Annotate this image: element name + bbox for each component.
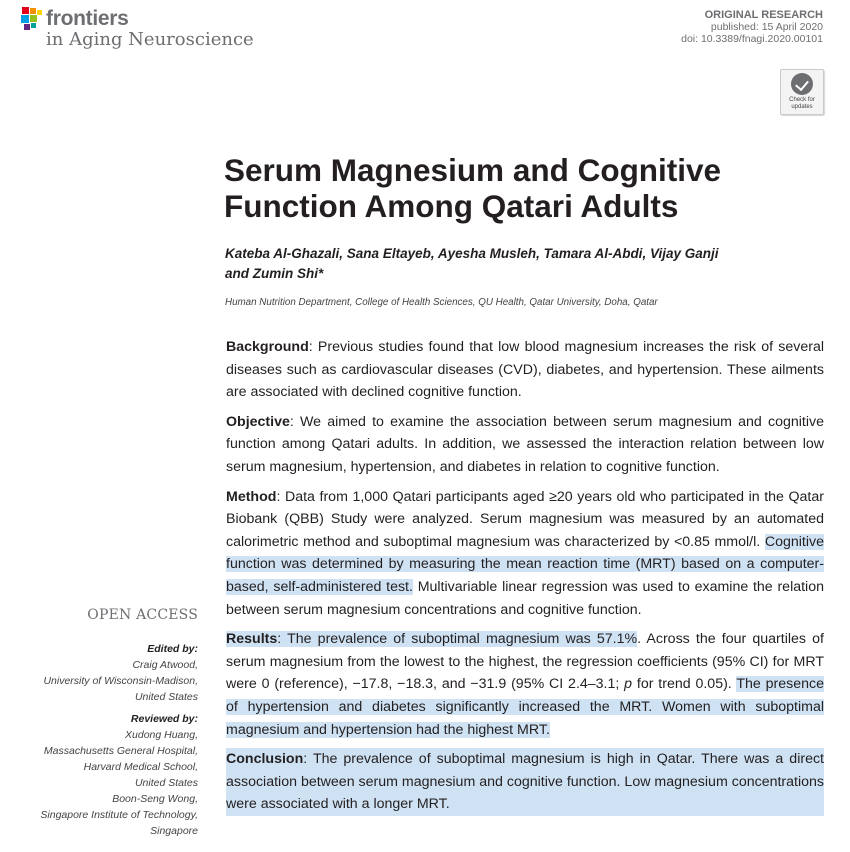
- abstract-method: [226, 486, 824, 622]
- article-type: ORIGINAL RESEARCH: [704, 9, 823, 21]
- edited-by-label: Edited by:: [147, 643, 198, 655]
- author[interactable]: Vijay Ganji: [649, 246, 719, 261]
- section-label: Background: [226, 339, 309, 355]
- abstract-background: [226, 336, 824, 404]
- reviewed-by-label: Reviewed by:: [130, 713, 198, 725]
- section-label: Method: [226, 488, 277, 505]
- reviewer-affiliation: United States: [134, 777, 198, 789]
- journal-brand: frontiers: [46, 7, 129, 30]
- frontiers-logo-icon: [18, 7, 44, 33]
- abstract-objective: [226, 411, 824, 479]
- section-text: for trend 0.05).: [632, 676, 737, 693]
- editor-affiliation: United States: [134, 691, 198, 703]
- open-access-label: OPEN ACCESS: [87, 607, 198, 623]
- reviewer-name[interactable]: Xudong Huang,: [125, 729, 198, 741]
- reviewer-name[interactable]: Boon-Seng Wong,: [112, 793, 198, 805]
- highlighted-text[interactable]: The presence of hypertension and diabetes significantly increased the MRT. Women with suboptimal magnesium and hypertension had the highest MRT.: [226, 676, 824, 738]
- journal-name: in Aging Neuroscience: [46, 29, 254, 50]
- reviewer-affiliation: Massachusetts General Hospital,: [43, 745, 198, 757]
- section-label: Conclusion: [226, 751, 304, 768]
- author-list: Kateba Al-Ghazali, Sana Eltayeb, Ayesha Musleh, Tamara Al-Abdi, Vijay Ganji and Zumin Shi*: [225, 246, 719, 281]
- highlighted-text[interactable]: : The prevalence of suboptimal magnesium was 57.1%: [277, 631, 638, 648]
- article-title: Serum Magnesium and Cognitive Function Among Qatari Adults: [224, 152, 722, 224]
- section-text: . Across the four quartiles of serum magnesium from the lowest to the highest, the regression coefficients (95% CI) for MRT were 0 (reference), −17.8, −18.3, and −31.9 (95% CI 2.4–3.1;: [226, 631, 824, 693]
- section-text: Multivariable linear regression was used to examine the relation between serum magnesium concentrations and cognitive function.: [226, 578, 824, 618]
- section-text: : Previous studies found that low blood magnesium increases the risk of several diseases such as cardiovascular diseases (CVD), diabetes, and hypertension. These ailments are associated with declined cognitive function.: [226, 339, 824, 401]
- author[interactable]: Kateba Al-Ghazali: [225, 246, 340, 261]
- author[interactable]: Tamara Al-Abdi: [543, 246, 643, 261]
- check-updates-icon: [791, 73, 813, 95]
- reviewer-affiliation: Singapore Institute of Technology,: [40, 809, 198, 821]
- section-text: : Data from 1,000 Qatari participants aged ≥20 years old who participated in the Qatar Biobank (QBB) Study were analyzed. Serum magnesium was measured by an automated calorimetric method and suboptimal magnesium was characterized by <0.85 mmol/l.: [226, 488, 824, 550]
- reviewer-affiliation: Singapore: [150, 825, 198, 837]
- abstract-conclusion[interactable]: [226, 748, 824, 816]
- editor-name[interactable]: Craig Atwood,: [132, 659, 198, 671]
- section-text: : The prevalence of suboptimal magnesium is high in Qatar. There was a direct association between serum magnesium and cognitive function. Low magnesium concentrations were associated with a longer MRT.: [226, 751, 824, 813]
- journal-logo: [18, 3, 268, 53]
- affiliation: Human Nutrition Department, College of Health Sciences, QU Health, Qatar University, Doha, Qatar: [225, 297, 658, 308]
- section-label: Objective: [226, 413, 290, 430]
- section-label: Results: [226, 631, 278, 648]
- published-date: published: 15 April 2020: [710, 21, 823, 33]
- author[interactable]: Ayesha Musleh: [437, 246, 537, 261]
- article-header: [681, 9, 823, 45]
- abstract: [226, 336, 824, 823]
- author[interactable]: and Zumin Shi*: [225, 266, 324, 281]
- abstract-results: [226, 628, 824, 741]
- p-symbol: p: [624, 676, 633, 693]
- section-text: : We aimed to examine the association between serum magnesium and cognitive function among Qatari adults. In addition, we assessed the interaction relation between low serum magnesium, hypertension, and diabetes in relation to cognitive function.: [226, 413, 824, 475]
- check-for-updates-button[interactable]: [780, 69, 824, 115]
- highlighted-text[interactable]: Cognitive function was determined by measuring the mean reaction time (MRT) based on a computer-based, self-administered test.: [226, 533, 824, 595]
- editor-affiliation: University of Wisconsin-Madison,: [43, 675, 198, 687]
- doi[interactable]: doi: 10.3389/fnagi.2020.00101: [681, 33, 823, 45]
- reviewer-affiliation: Harvard Medical School,: [83, 761, 198, 773]
- check-updates-label: Check for updates: [789, 97, 815, 110]
- author[interactable]: Sana Eltayeb: [346, 246, 431, 261]
- editors-reviewers: [40, 641, 198, 839]
